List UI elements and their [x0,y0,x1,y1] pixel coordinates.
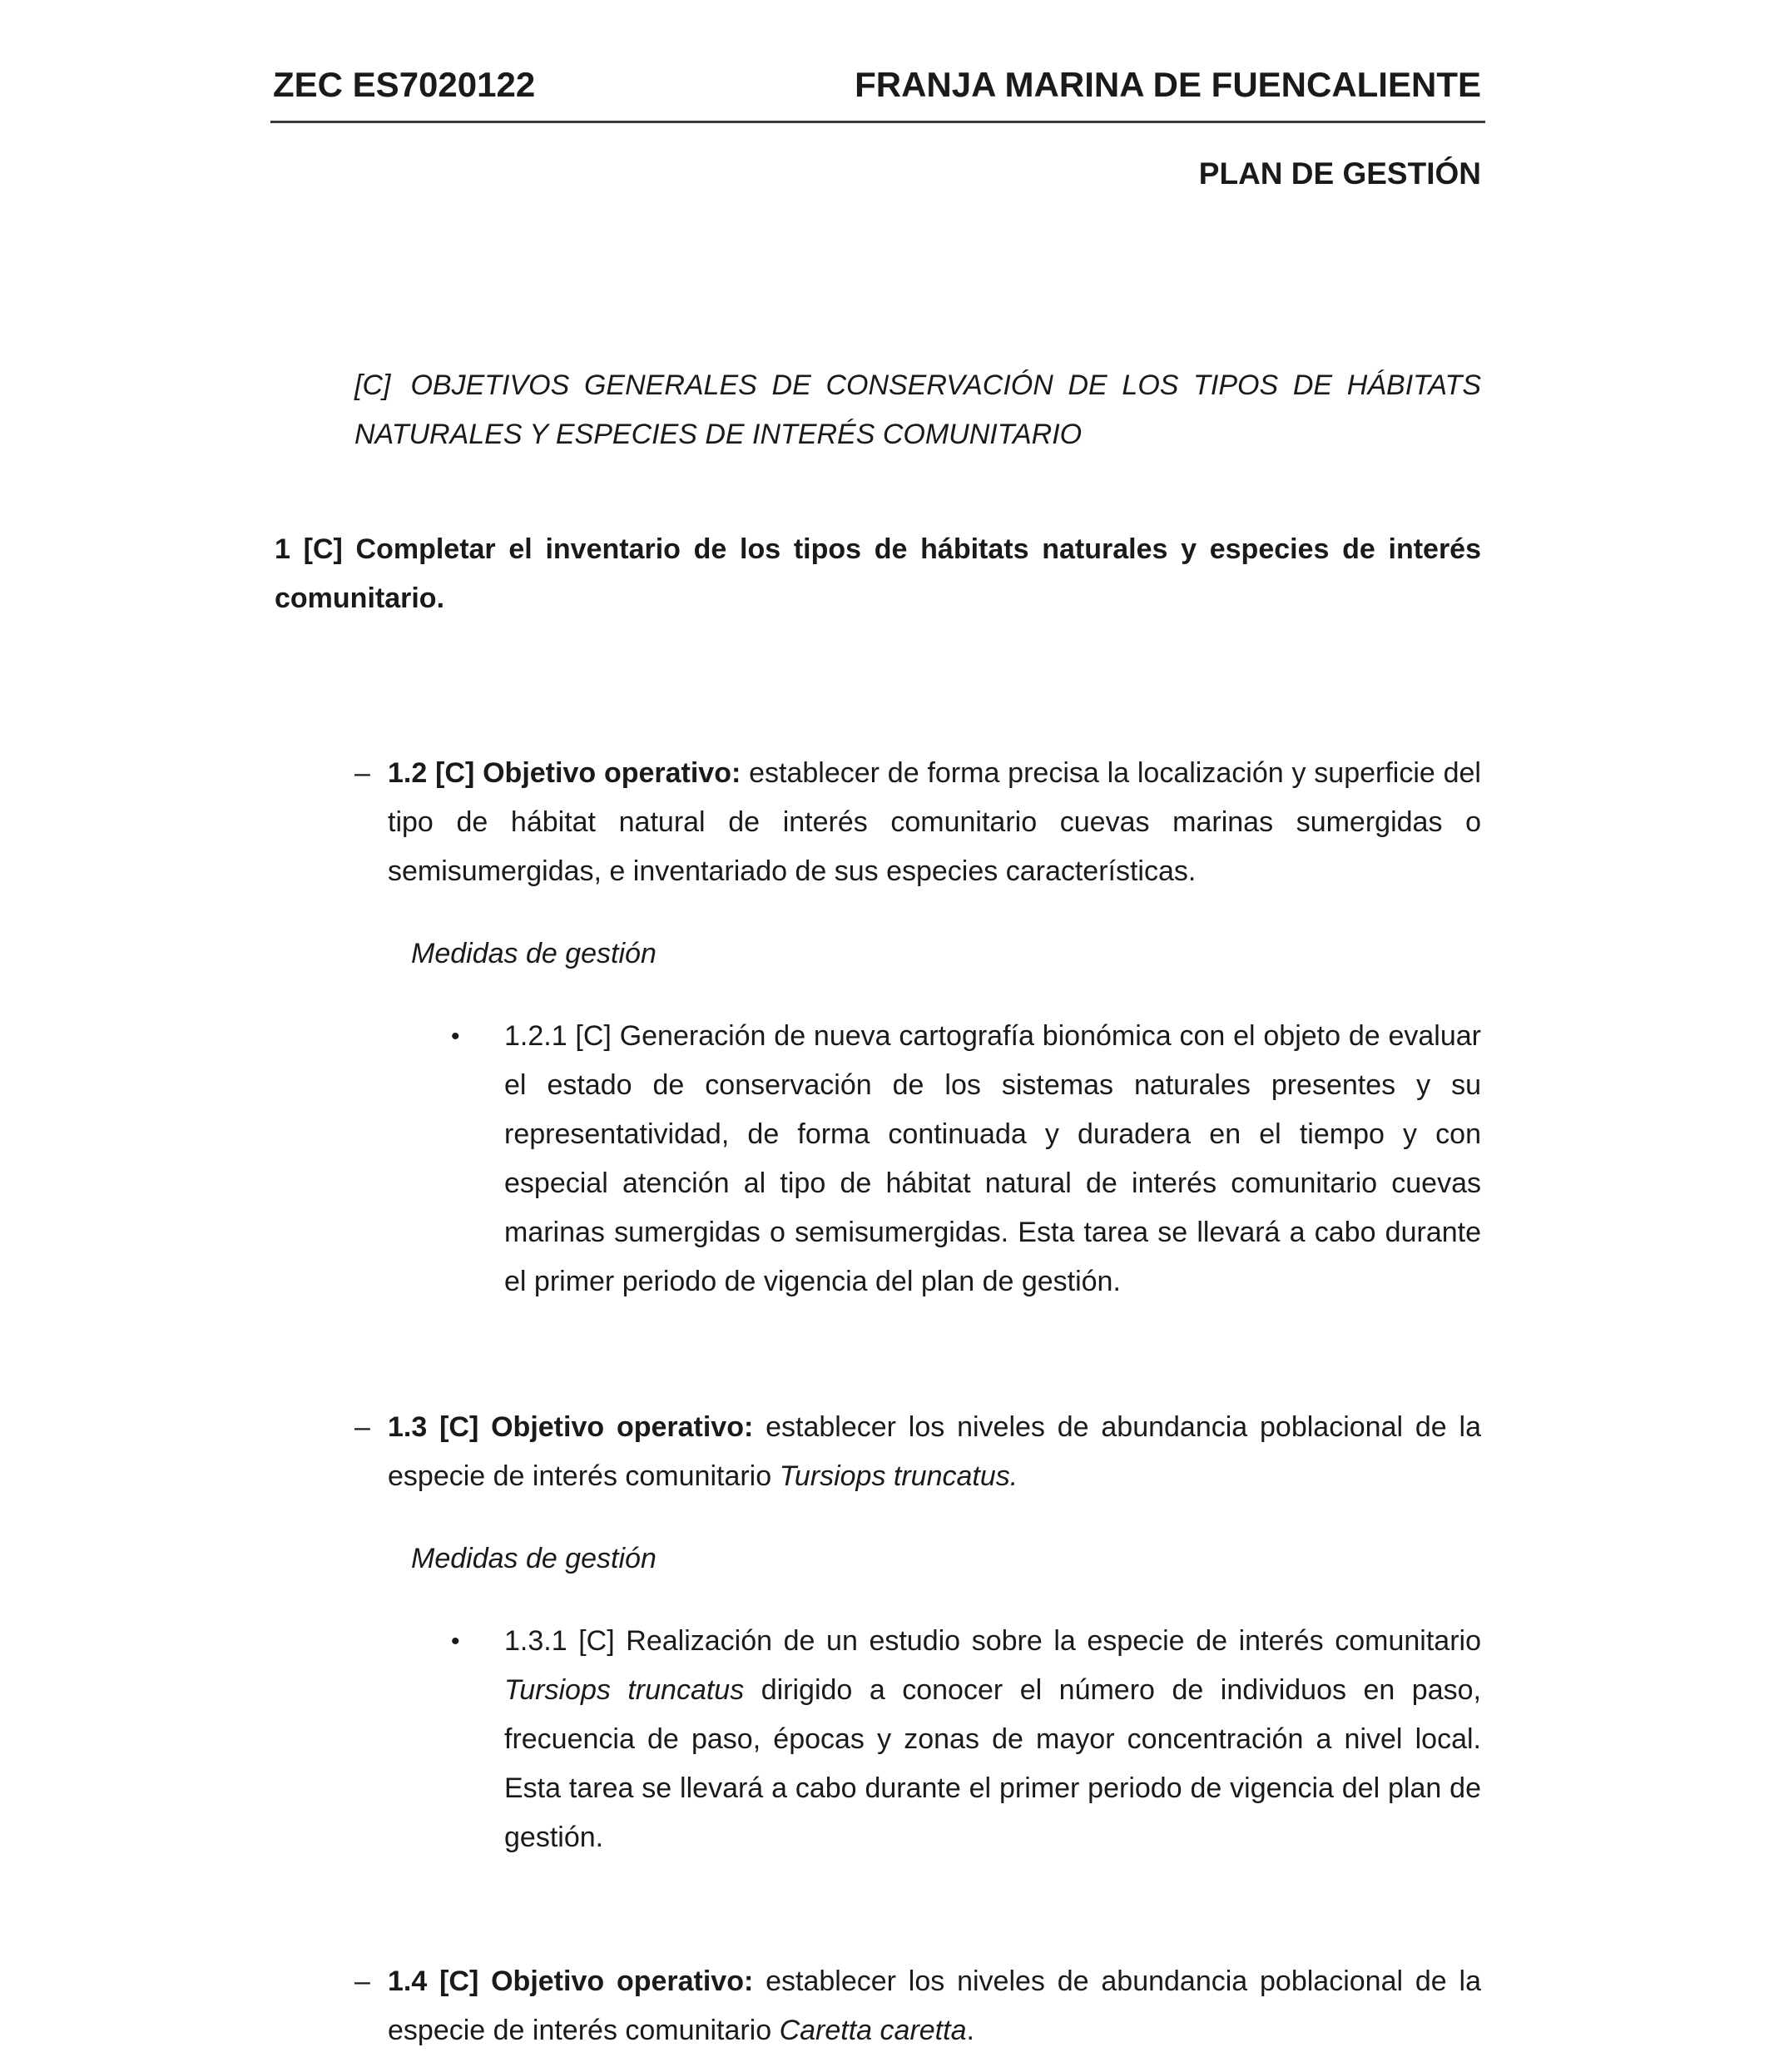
dash-marker: – [354,1965,370,1997]
species-name: Tursiops truncatus [504,1674,745,1706]
sentence-end: . [966,2015,974,2046]
bullet-marker: • [451,1628,460,1655]
operational-objective-label: 1.4 [C] Objetivo operativo: [388,1965,754,1997]
operational-objective-label: 1.3 [C] Objetivo operativo: [388,1411,754,1443]
section-heading [354,361,1481,459]
measures-heading: Medidas de gestión [411,1543,657,1574]
header-site-name: FRANJA MARINA DE FUENCALIENTE [855,65,1481,104]
document-subtitle: PLAN DE GESTIÓN [1198,156,1481,191]
general-objective-1: 1 [C] Completar el inventario de los tipos de hábitats naturales y especies de interés comunitario. [275,533,1481,614]
operational-objective-body: establecer de forma precisa la localización y superficie del tipo de hábitat natural de interés comunitario cuevas marinas sumergidas o semisumergidas, e inventariado de sus especies características. [388,757,1481,887]
header-site-code: ZEC ES7020122 [273,65,536,104]
species-name: Caretta caretta [779,2015,967,2046]
dash-marker: – [354,757,370,789]
operational-objective-text [354,1957,1481,2055]
measure-text-continued: dirigido a conocer el número de individuos en paso, frecuencia de paso, épocas y zonas de mayor concentración a nivel local. Esta tarea se llevará a cabo durante el primer periodo de vigencia del plan de gestión. [504,1674,1481,1853]
section-tag: [C] [354,369,391,401]
bullet-marker: • [451,1023,460,1050]
operational-objective-1-3 [354,1403,1481,1862]
operational-objective-body: establecer los niveles de abundancia poblacional de la especie de interés comunitario [388,1965,1481,2046]
species-name: Tursiops truncatus. [779,1460,1018,1492]
measure-1-3-1 [354,1617,1481,1862]
dash-marker: – [354,1411,370,1443]
header-divider [270,121,1485,123]
operational-objective-text [354,1403,1481,1501]
operational-objective-body: establecer los niveles de abundancia poblacional de la especie de interés comunitario [388,1411,1481,1492]
operational-objective-1-2 [354,749,1481,1306]
measure-text: 1.3.1 [C] Realización de un estudio sobre la especie de interés comunitario [504,1625,1481,1657]
operational-objective-text [354,749,1481,896]
page-header [273,57,1481,105]
operational-objective-label: 1.2 [C] Objetivo operativo: [388,757,741,789]
measures-heading: Medidas de gestión [411,938,657,969]
operational-objective-1-4 [354,1957,1481,2055]
section-heading-text: OBJETIVOS GENERALES DE CONSERVACIÓN DE LOS TIPOS DE HÁBITATS NATURALES Y ESPECIES DE INTERÉS COMUNITARIO [354,369,1481,450]
measure-1-2-1 [354,1012,1481,1306]
measure-text: 1.2.1 [C] Generación de nueva cartografía bionómica con el objeto de evaluar el estado de conservación de los sistemas naturales presentes y su representatividad, de forma continuada y duradera en el tiempo y con especial atención al tipo de hábitat natural de interés comunitario cuevas marinas sumergidas o semisumergidas. Esta tarea se llevará a cabo durante el primer periodo de vigencia del plan de gestión. [504,1020,1481,1297]
